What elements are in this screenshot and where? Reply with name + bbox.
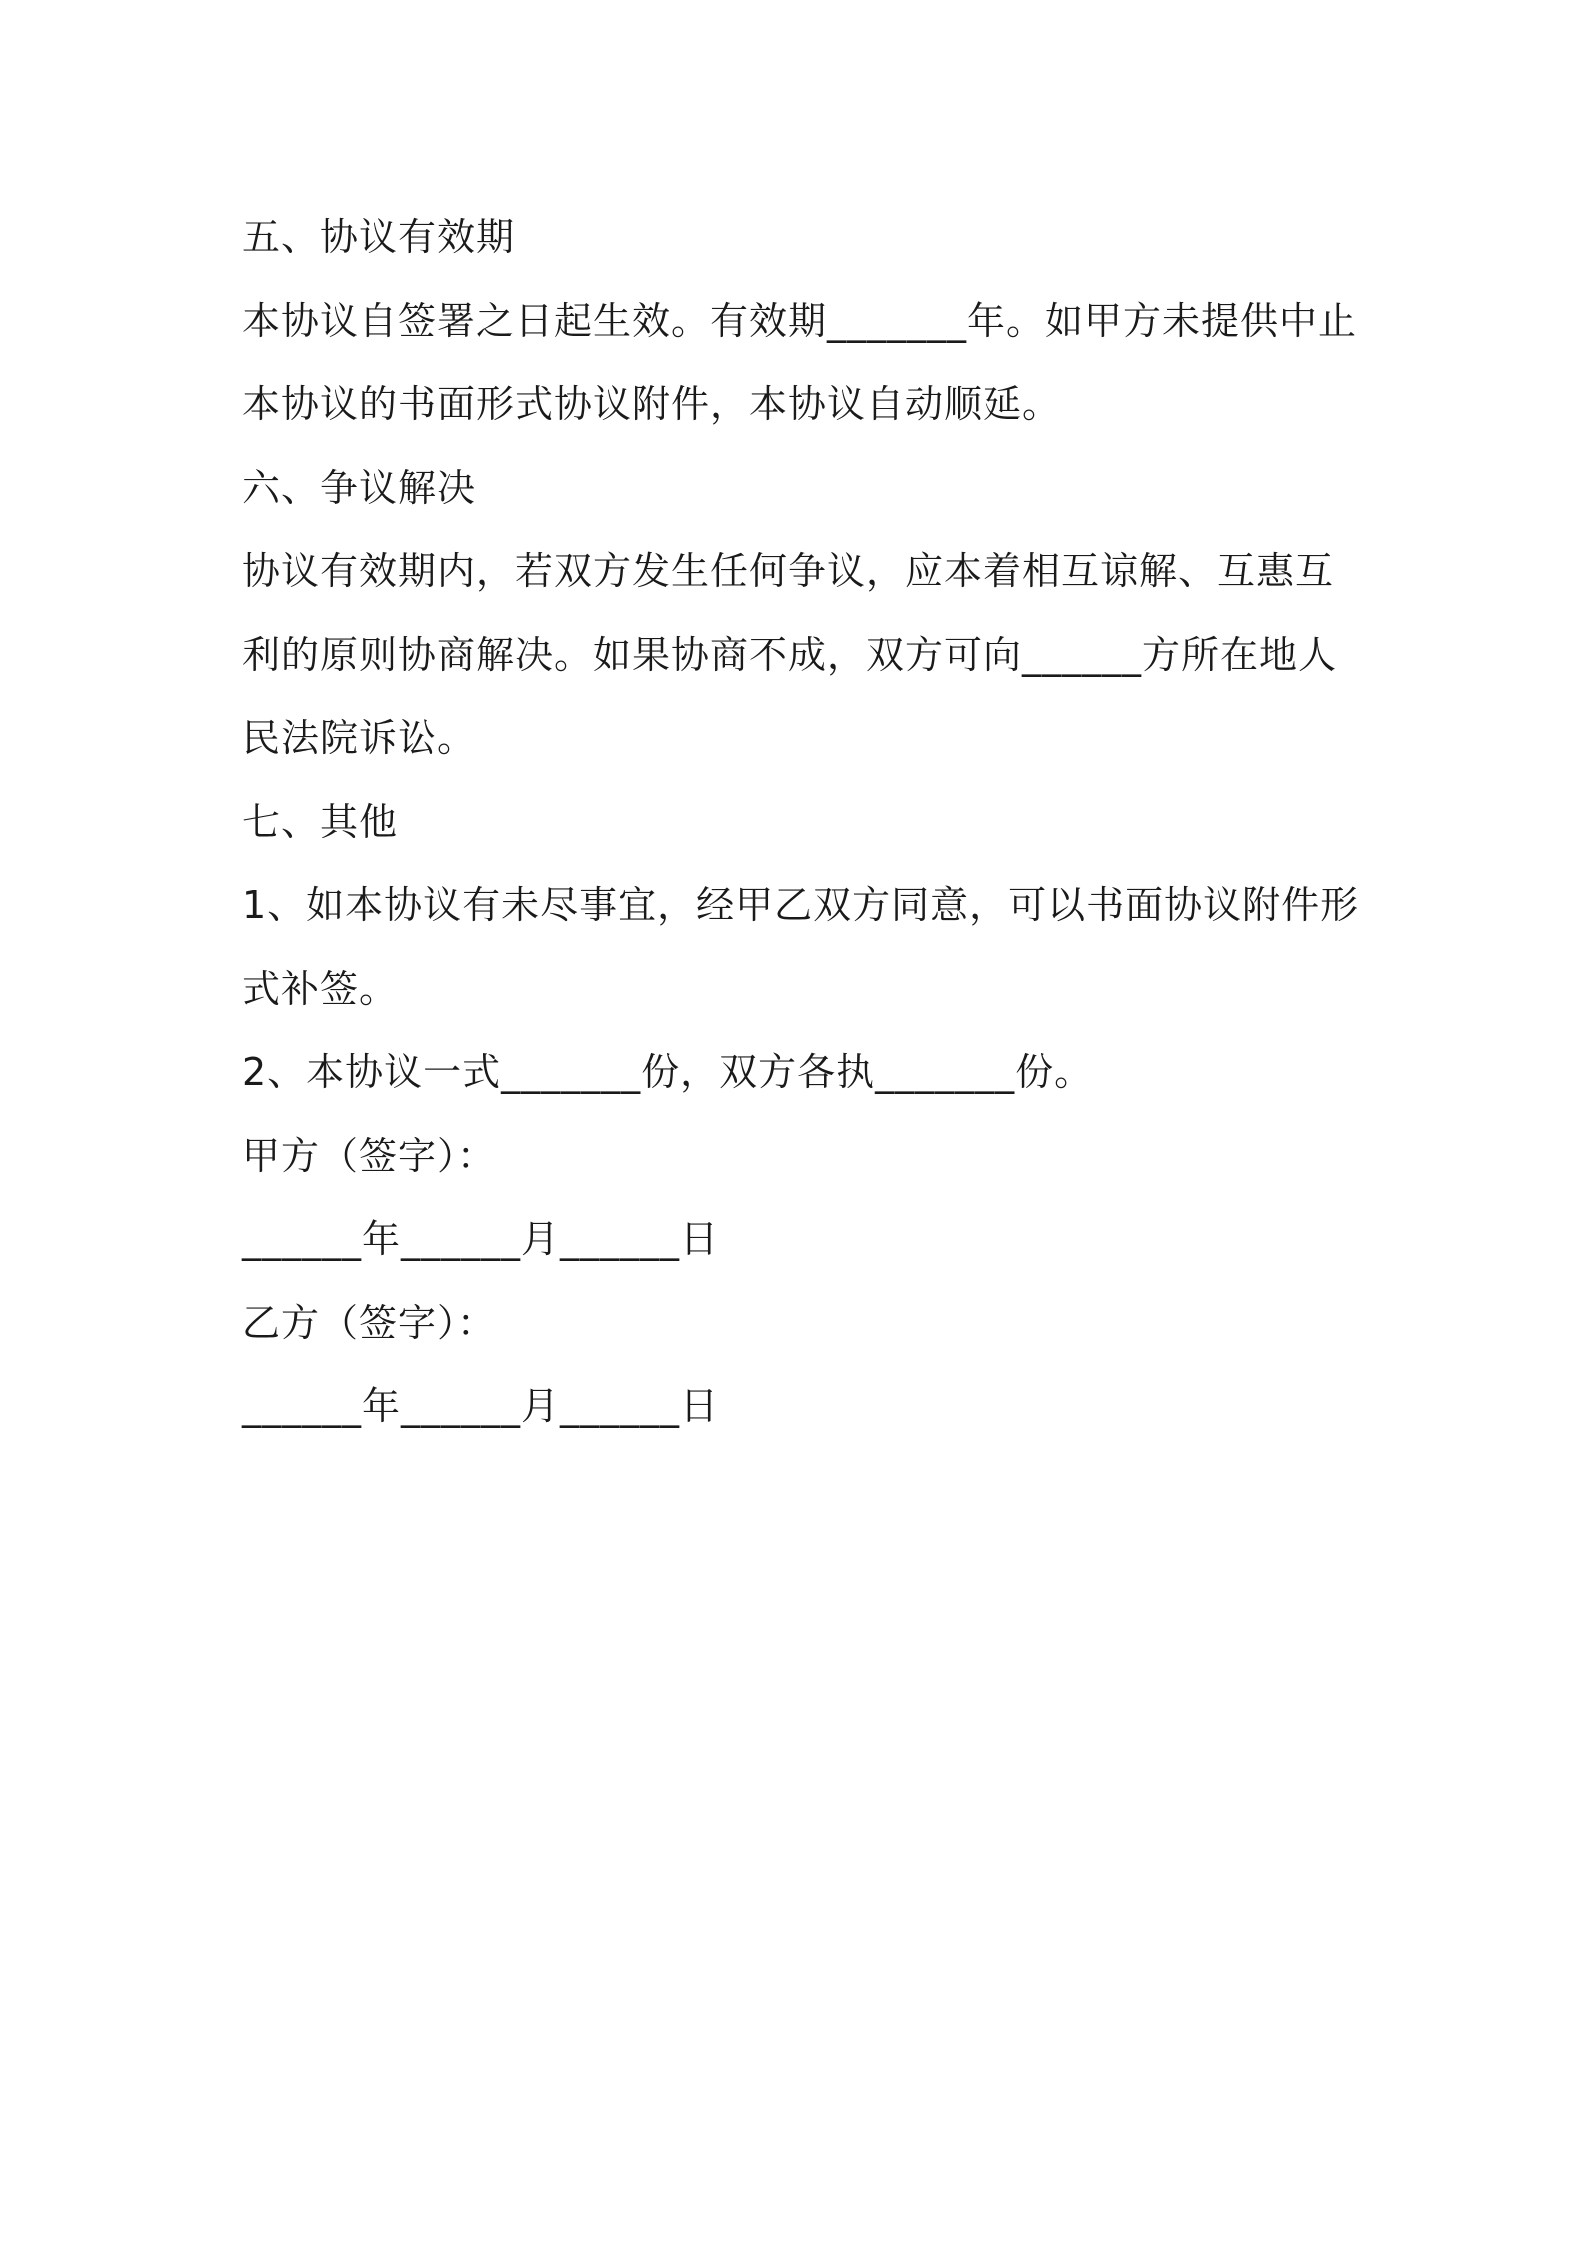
party-b-date-line: ______年______月______日 (242, 1384, 720, 1428)
section-body-dispute: 协议有效期内，若双方发生任何争议，应本着相互谅解、互惠互利的原则协商解决。如果协商不成，双方可向______方所在地人民法院诉讼。 (242, 549, 1338, 760)
party-a-date-line: ______年______月______日 (242, 1217, 720, 1261)
section-body-validity: 本协议自签署之日起生效。有效期_______年。如甲方未提供中止本协议的书面形式协议附件，本协议自动顺延。 (242, 298, 1358, 426)
party-a-signature-label: 甲方（签字）： (242, 1133, 497, 1178)
section-heading-other: 七、其他 (242, 799, 399, 844)
other-item-1: 1、如本协议有未尽事宜，经甲乙双方同意，可以书面协议附件形式补签。 (242, 883, 1360, 1011)
section-heading-validity: 五、协议有效期 (242, 215, 516, 259)
other-item-2: 2、本协议一式_______份，双方各执_______份。 (242, 1050, 1094, 1094)
party-b-signature-label: 乙方（签字）： (242, 1300, 497, 1345)
section-heading-dispute: 六、争议解决 (242, 465, 477, 510)
document-body (242, 196, 1362, 1449)
